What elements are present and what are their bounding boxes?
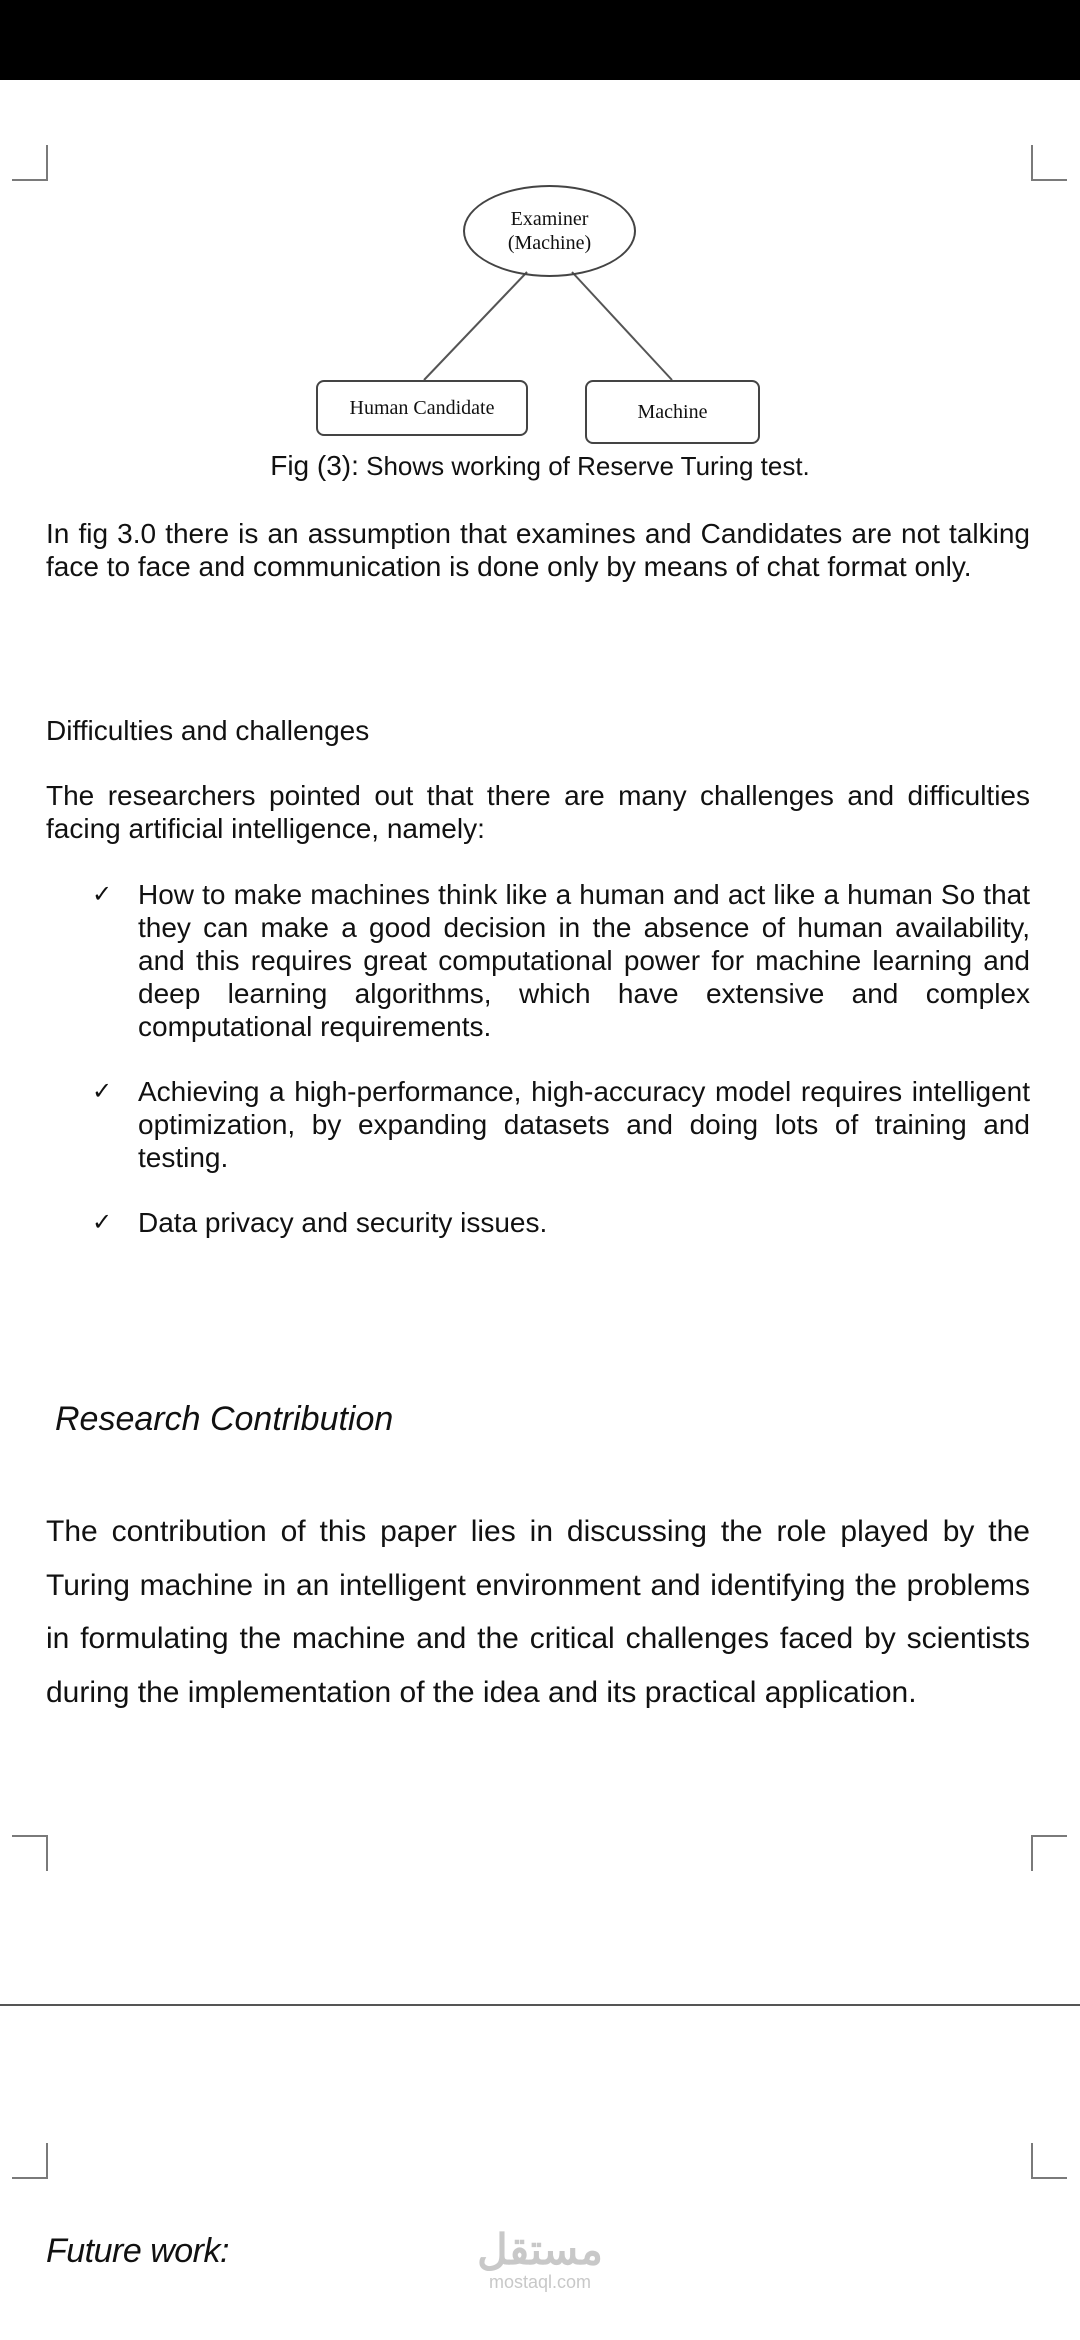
- heading-future-work: Future work:: [46, 2232, 229, 2270]
- machine-node: Machine: [585, 380, 760, 444]
- figure-label: Fig (3):: [270, 450, 359, 481]
- connector-line-left: [424, 272, 527, 380]
- challenges-list: [92, 878, 1030, 1271]
- figure-caption: [0, 450, 1080, 482]
- heading-research-contribution: Research Contribution: [55, 1400, 394, 1438]
- page-corner-mark: [12, 1835, 48, 1871]
- human-candidate-node: Human Candidate: [316, 380, 528, 436]
- connector-line-right: [572, 272, 672, 380]
- watermark-latin: mostaql.com: [488, 2272, 592, 2292]
- checkmark-icon: ✓: [92, 881, 113, 908]
- figure-caption-text: Shows working of Reserve Turing test.: [358, 451, 810, 481]
- list-item-text: Data privacy and security issues.: [138, 1207, 548, 1238]
- page-corner-mark: [1031, 1835, 1067, 1871]
- turing-diagram: [0, 150, 1080, 450]
- list-item-text: Achieving a high-performance, high-accuracy model requires intelligent optimization, by expanding datasets and doing lots of training and testing.: [138, 1076, 1030, 1173]
- page-corner-mark: [12, 2143, 48, 2179]
- page-corner-mark: [1031, 2143, 1067, 2179]
- status-bar: [0, 0, 1080, 80]
- checkmark-icon: ✓: [92, 1078, 113, 1105]
- examiner-node: Examiner (Machine): [463, 185, 636, 277]
- watermark-logo: [470, 2228, 610, 2292]
- paragraph-fig-explanation: In fig 3.0 there is an assumption that examines and Candidates are not talking face to face and communication is done only by means of chat format only.: [46, 518, 1030, 582]
- paragraph-challenges-intro: The researchers pointed out that there are many challenges and difficulties facing artificial intelligence, namely:: [46, 780, 1030, 844]
- list-item: [92, 1075, 1030, 1174]
- checkmark-icon: ✓: [92, 1209, 113, 1236]
- paragraph-research-contribution: The contribution of this paper lies in discussing the role played by the Turing machine in an intelligent environment and identifying the problems in formulating the machine and the critical challenges faced by scientists during the implementation of the idea and its practical application.: [46, 1515, 1030, 1709]
- watermark-arabic: مستقل: [477, 2226, 603, 2273]
- list-item: [92, 878, 1030, 1043]
- list-item-text: How to make machines think like a human and act like a human So that they can make a good decision in the absence of human availability, and this requires great computational power for machine learning and deep learning algorithms, which have extensive and complex computational requirements.: [138, 879, 1030, 1042]
- section-title-difficulties: Difficulties and challenges: [46, 715, 370, 746]
- page-divider: [0, 2004, 1080, 2006]
- list-item: [92, 1206, 1030, 1239]
